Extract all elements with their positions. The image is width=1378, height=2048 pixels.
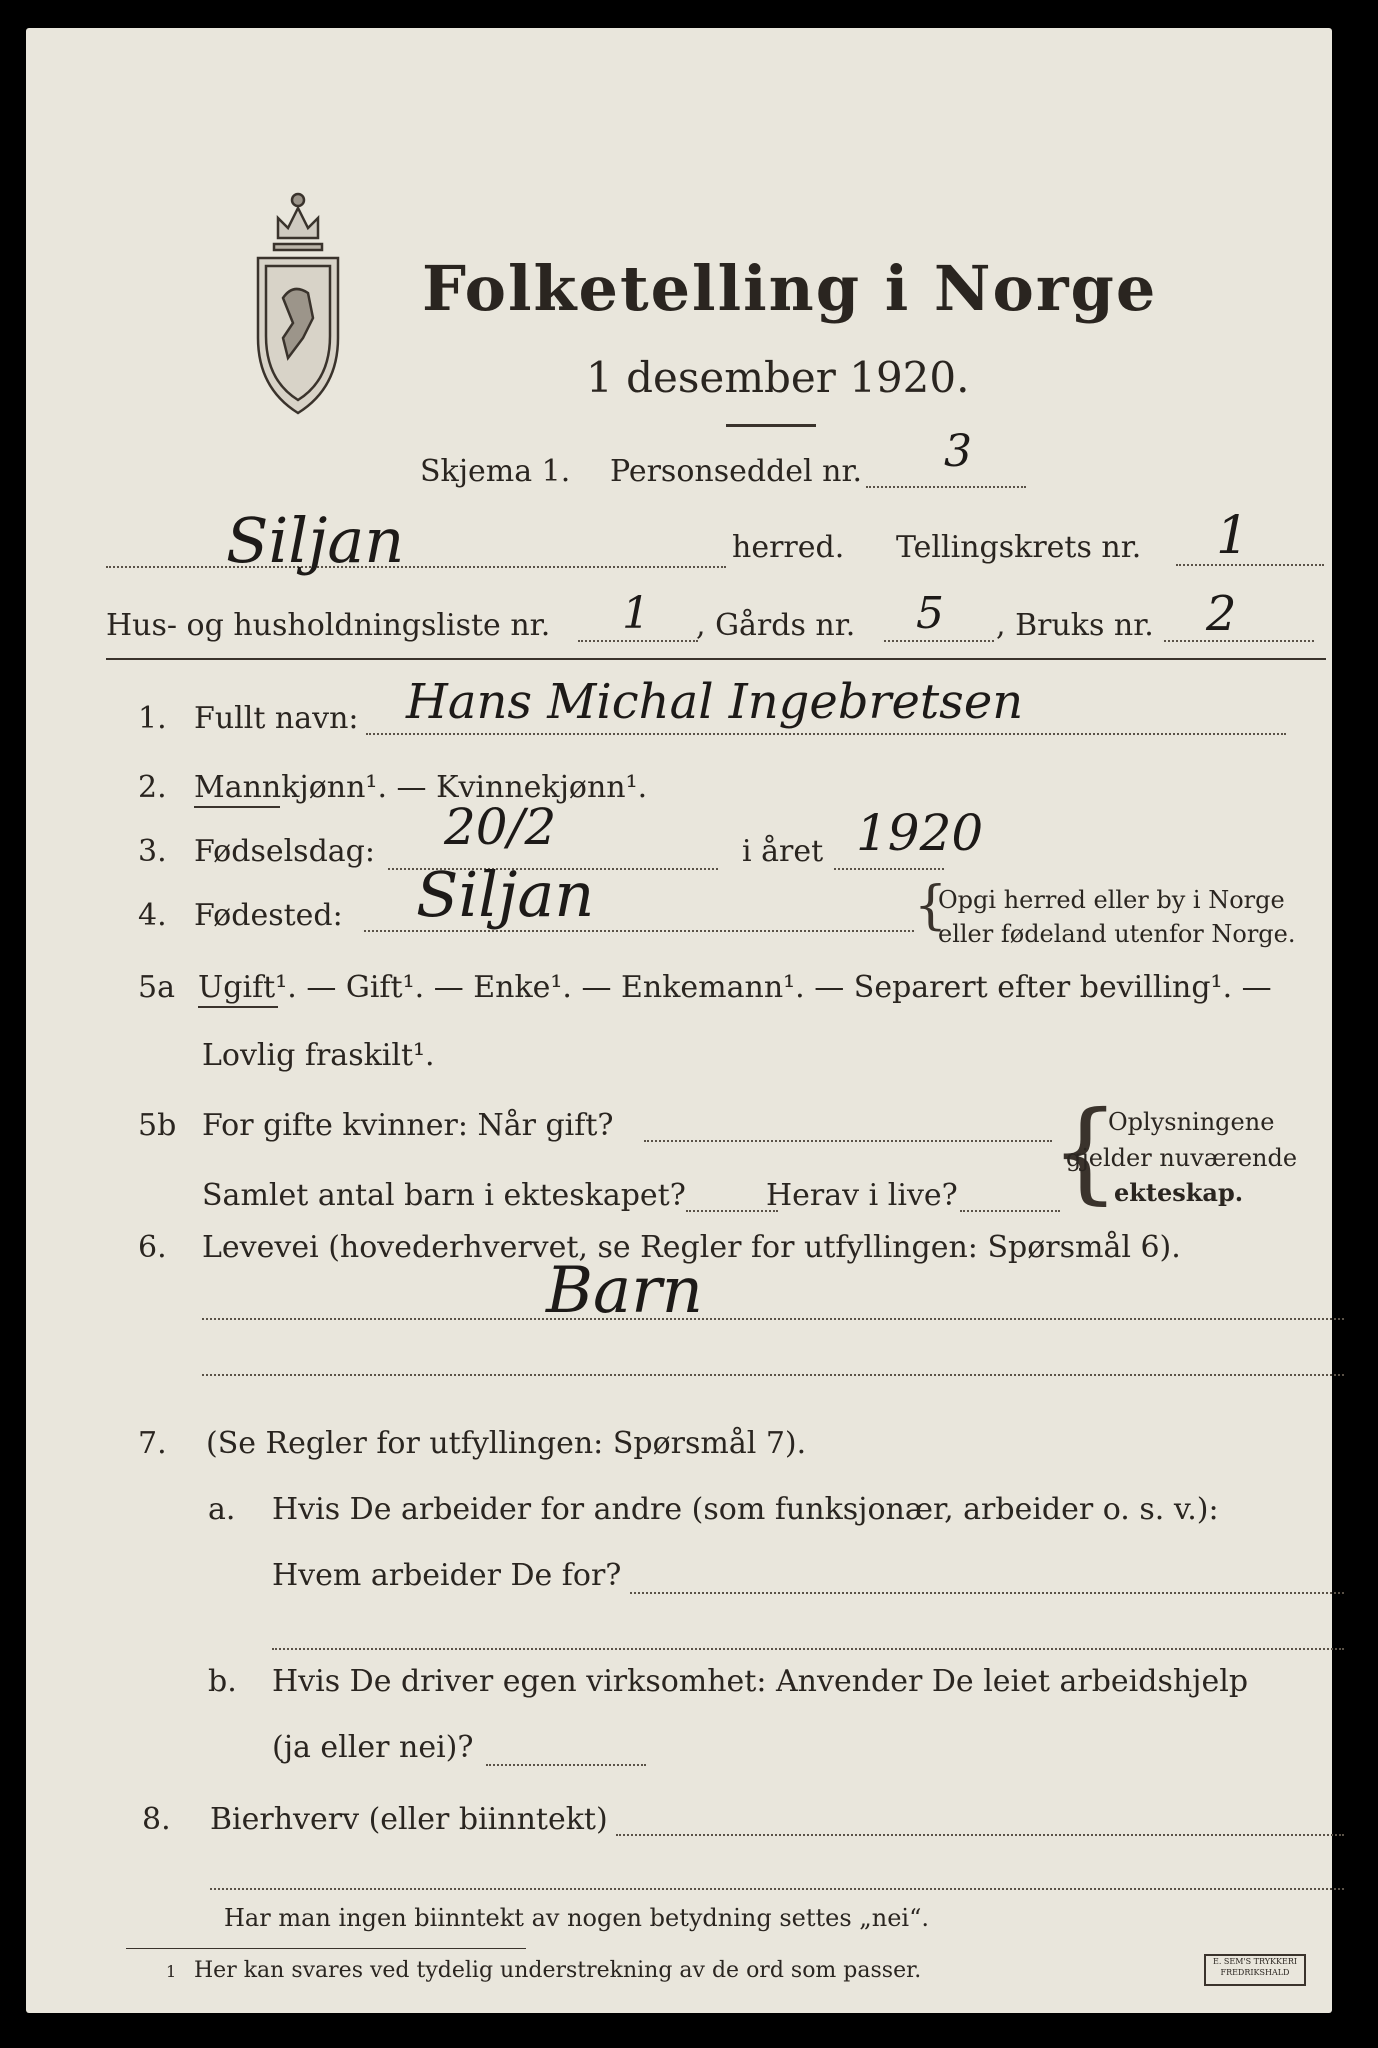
q5b-brace: { xyxy=(1050,1087,1120,1215)
norwegian-coat-of-arms-icon xyxy=(248,188,348,426)
q3-year-label: i året xyxy=(742,834,824,869)
q3-label: Fødselsdag: xyxy=(194,834,375,869)
q5a-line-1: Ugift¹. — Gift¹. — Enke¹. — Enkemann¹. — Separert efter bevilling¹. — xyxy=(198,970,1272,1005)
q7-label: (Se Regler for utfyllingen: Spørsmål 7). xyxy=(206,1426,807,1461)
q1-number: 1. xyxy=(138,701,167,736)
q7a-number: a. xyxy=(208,1492,236,1527)
tellingskrets-field[interactable] xyxy=(1176,564,1324,566)
census-form-sheet xyxy=(26,28,1332,2013)
q5b-note-2: gjelder nuværende xyxy=(1066,1144,1298,1172)
form-title: Folketelling i Norge xyxy=(422,252,1158,325)
q5a-number: 5a xyxy=(138,970,175,1005)
hus-value: 1 xyxy=(622,588,650,639)
gards-value: 5 xyxy=(916,588,944,639)
occupation-value: Barn xyxy=(546,1254,703,1328)
title-divider xyxy=(726,424,816,427)
q4-label: Fødested: xyxy=(194,898,343,933)
q7a-line-2: Hvem arbeider De for? xyxy=(272,1558,622,1593)
q3-number: 3. xyxy=(138,834,167,869)
bruks-label: , Bruks nr. xyxy=(996,608,1154,643)
hus-label: Hus- og husholdningsliste nr. xyxy=(106,608,551,643)
printer-line-1: E. SEM'S TRYKKERI xyxy=(1212,1957,1298,1966)
herred-label: herred. xyxy=(732,530,845,565)
q5b-line-2a: Samlet antal barn i ekteskapet? xyxy=(202,1178,686,1213)
q7-number: 7. xyxy=(138,1426,167,1461)
employer-field-1[interactable] xyxy=(630,1592,1344,1594)
q6-number: 6. xyxy=(138,1230,167,1265)
q7b-line-2: (ja eller nei)? xyxy=(272,1730,474,1765)
skjema-label: Skjema 1. xyxy=(420,454,571,489)
personseddel-value: 3 xyxy=(944,426,972,477)
q8-note: Har man ingen biinntekt av nogen betydning settes „nei“. xyxy=(224,1904,929,1932)
occupation-field-1[interactable] xyxy=(202,1318,1344,1320)
side-income-field-1[interactable] xyxy=(616,1834,1344,1836)
hired-help-field[interactable] xyxy=(486,1764,646,1766)
full-name-field[interactable] xyxy=(366,733,1286,735)
children-alive-field[interactable] xyxy=(960,1210,1060,1212)
footnote-text: Her kan svares ved tydelig understrekning av de ord som passer. xyxy=(194,1958,922,1983)
q4-note-1: Opgi herred eller by i Norge xyxy=(938,886,1285,914)
q2-underline-mann xyxy=(194,806,280,808)
full-name-value: Hans Michal Ingebretsen xyxy=(406,674,1024,730)
q5a-line-2: Lovlig fraskilt¹. xyxy=(202,1038,435,1073)
tellingskrets-label: Tellingskrets nr. xyxy=(896,530,1142,565)
gards-label: , Gårds nr. xyxy=(696,608,856,643)
q7b-number: b. xyxy=(208,1664,237,1699)
bruks-value: 2 xyxy=(1206,586,1237,642)
herred-value: Siljan xyxy=(226,504,405,577)
footnote-mark: 1 xyxy=(166,1962,177,1981)
q4-brace: { xyxy=(914,876,948,936)
herred-field[interactable] xyxy=(106,566,726,568)
q4-number: 4. xyxy=(138,898,167,933)
q8-number: 8. xyxy=(142,1802,171,1837)
q5b-number: 5b xyxy=(138,1108,177,1143)
birth-year-field[interactable] xyxy=(834,868,944,870)
q5b-line-1: For gifte kvinner: Når gift? xyxy=(202,1108,614,1143)
married-when-field[interactable] xyxy=(644,1140,1052,1142)
printer-line-2: FREDRIKSHALD xyxy=(1220,1968,1290,1977)
q2-label: Mannkjønn¹. — Kvinnekjønn¹. xyxy=(194,770,648,805)
gards-field[interactable] xyxy=(884,640,994,642)
q2-number: 2. xyxy=(138,770,167,805)
q7b-line-1: Hvis De driver egen virksomhet: Anvender De leiet arbeidshjelp xyxy=(272,1664,1249,1699)
personseddel-field[interactable] xyxy=(866,486,1026,488)
q4-note-2: eller fødeland utenfor Norge. xyxy=(938,920,1296,948)
footnote-divider xyxy=(126,1948,526,1949)
q5b-note-3: ekteskap. xyxy=(1114,1178,1244,1207)
header-divider xyxy=(106,658,1326,660)
form-date: 1 desember 1920. xyxy=(586,353,970,402)
printer-stamp xyxy=(1204,1954,1306,1986)
tellingskrets-value: 1 xyxy=(1216,506,1250,566)
employer-field-2[interactable] xyxy=(272,1648,1344,1650)
birthday-value: 20/2 xyxy=(444,798,557,856)
q1-label: Fullt navn: xyxy=(194,701,359,736)
q8-label: Bierhverv (eller biinntekt) xyxy=(210,1802,608,1837)
q6-label: Levevei (hovederhvervet, se Regler for utfyllingen: Spørsmål 6). xyxy=(202,1230,1181,1265)
bruks-field[interactable] xyxy=(1164,640,1314,642)
side-income-field-2[interactable] xyxy=(210,1888,1344,1890)
children-count-field[interactable] xyxy=(686,1210,778,1212)
occupation-field-2[interactable] xyxy=(202,1374,1344,1376)
q5b-note-1: Oplysningene xyxy=(1108,1108,1275,1136)
q5a-underline-ugift xyxy=(198,1006,278,1008)
birth-year-value: 1920 xyxy=(856,804,984,862)
q7a-line-1: Hvis De arbeider for andre (som funksjonær, arbeider o. s. v.): xyxy=(272,1492,1219,1527)
personseddel-label: Personseddel nr. xyxy=(610,454,863,489)
hus-field[interactable] xyxy=(578,640,698,642)
birthplace-value: Siljan xyxy=(416,858,595,931)
q5b-line-2b: Herav i live? xyxy=(766,1178,958,1213)
